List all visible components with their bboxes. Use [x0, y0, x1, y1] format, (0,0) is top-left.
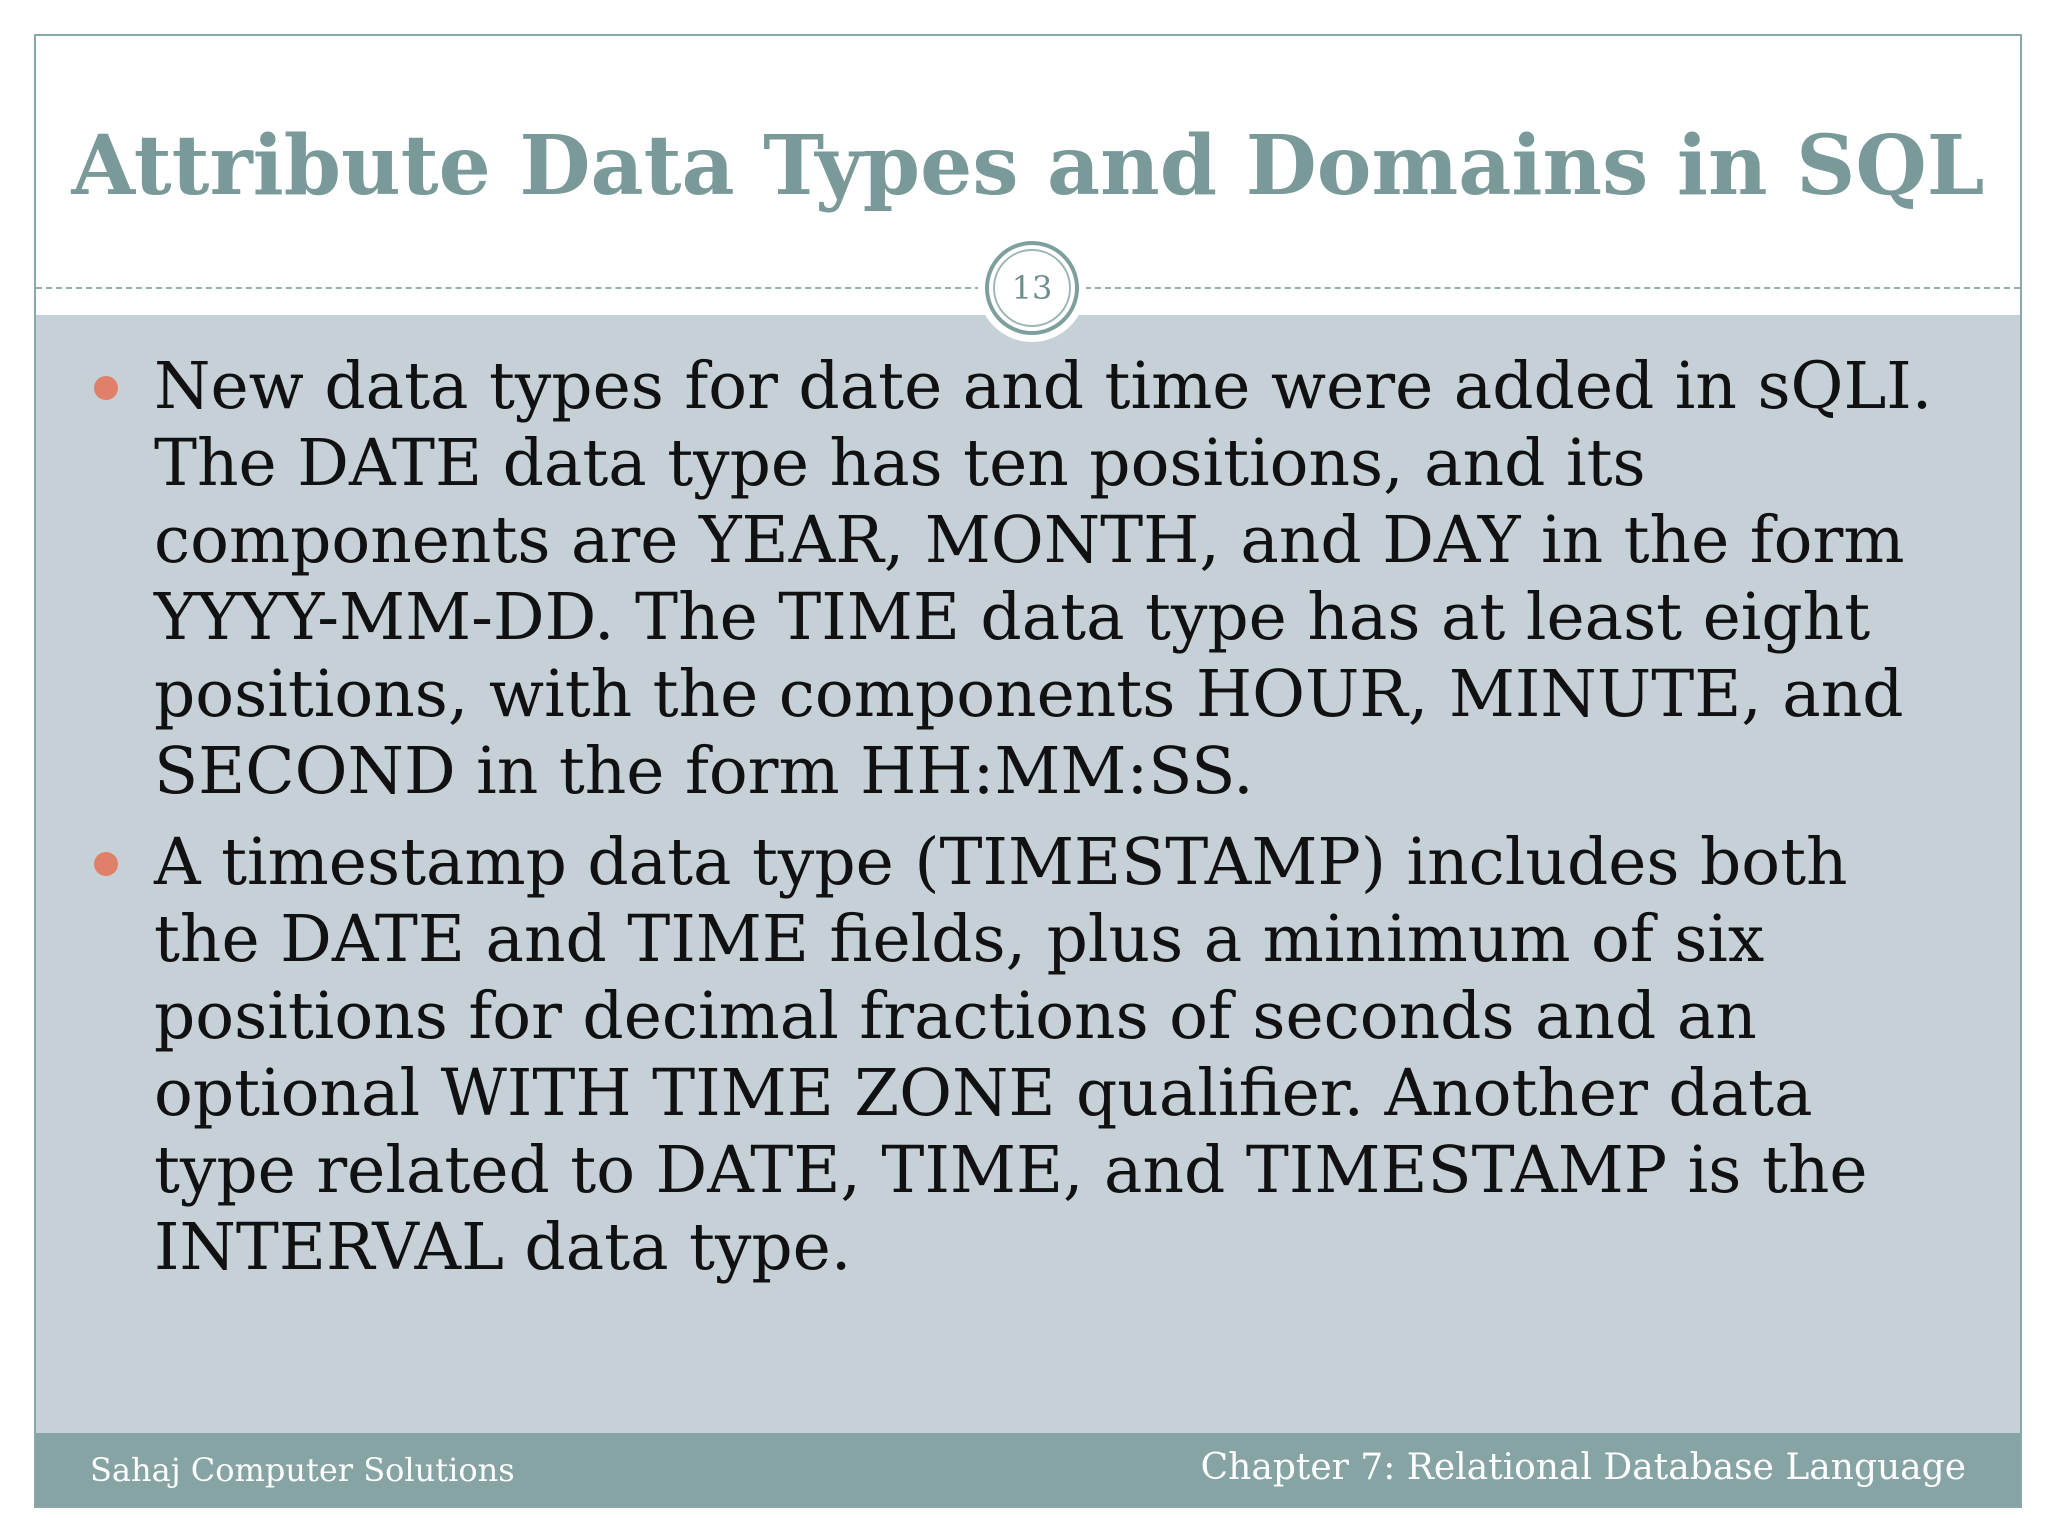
bullet-item — [36, 824, 2020, 1286]
slide-footer — [36, 1433, 2020, 1506]
bullet-item — [36, 348, 2020, 810]
bullet-dot-icon — [94, 852, 118, 876]
slide-title: Attribute Data Types and Domains in SQL — [71, 118, 1985, 214]
page-number: 13 — [993, 249, 1071, 327]
slide — [34, 34, 2022, 1508]
bullet-dot-icon — [94, 376, 118, 400]
footer-company: Sahaj Computer Solutions — [90, 1451, 515, 1489]
bullet-list — [36, 348, 2020, 1300]
page-number-badge — [978, 234, 1086, 342]
page-number-ring — [985, 241, 1079, 335]
footer-chapter: Chapter 7: Relational Database Language — [1200, 1447, 1966, 1488]
bullet-text: New data types for date and time were added in sQLI. The DATE data type has ten positions, and its components are YEAR, MONTH, and DAY in the form YYYY-MM-DD. The TIME data type has at least eight positions, with the components HOUR, MINUTE, and SECOND in the form HH:MM:SS. — [154, 349, 1933, 809]
bullet-text: A timestamp data type (TIMESTAMP) includes both the DATE and TIME fields, plus a minimum of six positions for decimal fractions of seconds and an optional WITH TIME ZONE qualifier. Another data type related to DATE, TIME, and TIMESTAMP is the INTERVAL data type. — [154, 825, 1868, 1285]
